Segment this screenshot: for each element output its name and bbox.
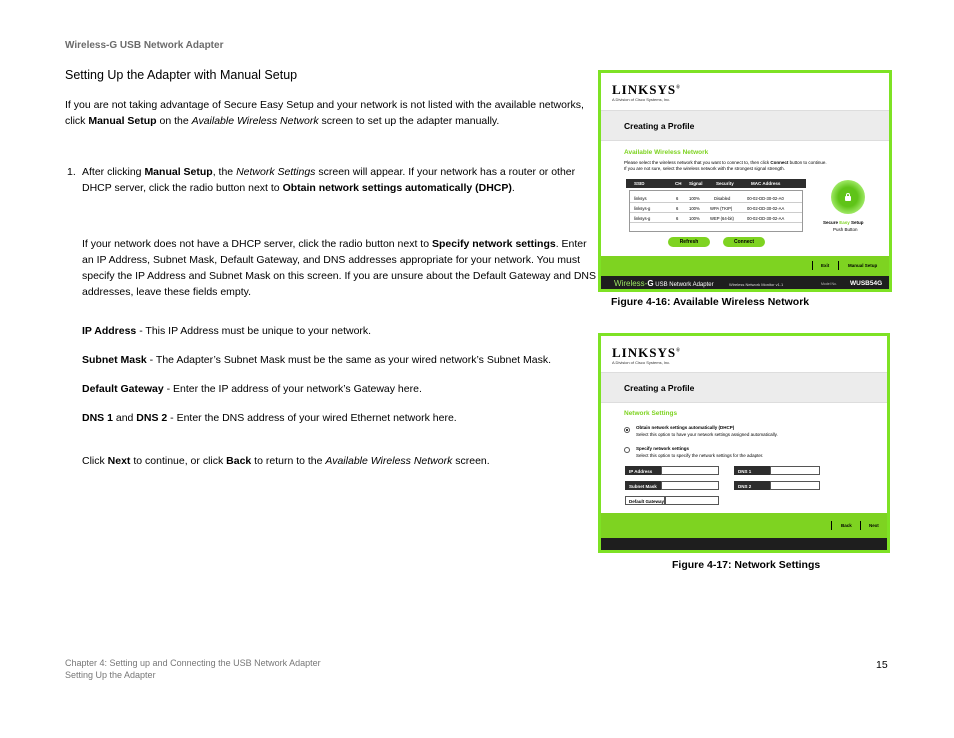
model-label: Model No. xyxy=(821,282,837,286)
linksys-logo: LINKSYS® xyxy=(612,345,681,360)
figure-available-wireless-network xyxy=(598,70,892,292)
profile-title: Creating a Profile xyxy=(624,383,695,393)
profile-header-bar xyxy=(601,110,889,141)
step-1-text: After clicking Manual Setup, the Network Settings screen will appear. If your network has a router or other DHCP server, click the radio button next to Obtain network settings automatically (DHCP). xyxy=(82,166,576,194)
page-footer: Chapter 4: Setting up and Connecting the USB Network Adapter Setting Up the Adapter xyxy=(65,658,321,680)
available-networks-title: Available Wireless Network xyxy=(624,149,709,156)
dns1-label: DNS 1 xyxy=(734,466,770,475)
definition-subnet-mask: Subnet Mask - The Adapter’s Subnet Mask must be the same as your wired network’s Subnet Mask. xyxy=(82,354,552,366)
linksys-logo: LINKSYS® xyxy=(612,82,681,97)
definition-default-gateway: Default Gateway - Enter the IP address of your network’s Gateway here. xyxy=(82,383,422,395)
network-table xyxy=(629,190,803,232)
refresh-button[interactable]: Refresh xyxy=(668,237,710,247)
section-title: Setting Up the Adapter with Manual Setup xyxy=(65,68,298,82)
manual-setup-button[interactable]: Manual Setup xyxy=(848,263,878,268)
nav-bar xyxy=(601,513,887,538)
dns1-input[interactable] xyxy=(770,466,820,475)
figure-4-16-caption: Figure 4-16: Available Wireless Network xyxy=(611,296,810,308)
default-gateway-label: Default Gateway xyxy=(625,496,665,505)
profile-title: Creating a Profile xyxy=(624,121,695,131)
page-number: 15 xyxy=(876,659,888,671)
next-button[interactable]: Next xyxy=(869,523,879,528)
logo-tagline: A Division of Cisco Systems, Inc. xyxy=(612,97,671,102)
ip-address-input[interactable] xyxy=(661,466,719,475)
footer-bar xyxy=(601,538,887,553)
specify-radio[interactable] xyxy=(624,447,630,453)
nav-bar xyxy=(601,256,889,276)
lock-icon xyxy=(845,196,851,201)
ses-label: Secure Easy Setup xyxy=(823,220,864,225)
definition-dns: DNS 1 and DNS 2 - Enter the DNS address of your wired Ethernet network here. xyxy=(82,412,457,424)
table-row[interactable]: linksys-g 6 100% WPA (TKIP) 00-02-DD-30-02-AA xyxy=(630,204,802,213)
secure-easy-setup-button[interactable] xyxy=(831,180,865,214)
network-settings-title: Network Settings xyxy=(624,410,678,417)
monitor-version: Wireless Network Monitor v1.1 xyxy=(729,282,784,287)
ip-address-label: IP Address xyxy=(625,466,661,475)
dns2-input[interactable] xyxy=(770,481,820,490)
network-table-header: SSID CH Signal Security MAC Address xyxy=(626,179,806,188)
back-button[interactable]: Back xyxy=(841,523,852,528)
subnet-mask-input[interactable] xyxy=(661,481,719,490)
step-number: 1. xyxy=(67,166,76,178)
manual-settings-paragraph: If your network does not have a DHCP server, click the radio button next to Specify network settings. Enter an IP Address, Subnet Mask, Default Gateway, and DNS addresses appropriate for your network. You must specify the IP Address and Subnet Mask on this screen. If you are unsure about the Default Gateway and DNS addresses, leave these fields empty. xyxy=(82,238,597,298)
figure-network-settings xyxy=(598,333,890,553)
dhcp-radio[interactable] xyxy=(624,427,630,433)
specify-option-description: Select this option to specify the network settings for the adapter. xyxy=(636,453,764,458)
dhcp-option-title: Obtain network settings automatically (DHCP) xyxy=(636,425,735,430)
push-button-label: Push Button xyxy=(833,227,858,232)
profile-header-bar xyxy=(601,372,887,403)
subnet-mask-label: Subnet Mask xyxy=(625,481,661,490)
figure-4-17-caption: Figure 4-17: Network Settings xyxy=(672,559,821,571)
dns2-label: DNS 2 xyxy=(734,481,770,490)
product-footer-bar xyxy=(601,276,889,292)
definition-ip-address: IP Address - This IP Address must be unique to your network. xyxy=(82,325,372,337)
default-gateway-input[interactable] xyxy=(665,496,719,505)
intro-paragraph: If you are not taking advantage of Secure Easy Setup and your network is not listed with the available networks, click Manual Setup on the Available Wireless Network screen to set up the adapter manually. xyxy=(65,99,584,127)
logo-tagline: A Division of Cisco Systems, Inc. xyxy=(612,360,671,365)
dhcp-option-description: Select this option to have your network settings assigned automatically. xyxy=(636,432,778,437)
connect-button[interactable]: Connect xyxy=(723,237,765,247)
specify-option-title: Specify network settings xyxy=(636,446,690,451)
table-row[interactable]: linksys-g 6 100% WEP (64-bit) 00-02-DD-30-02-AA xyxy=(630,214,802,223)
running-header: Wireless-G USB Network Adapter xyxy=(65,40,224,51)
closing-instruction: Click Next to continue, or click Back to return to the Available Wireless Network screen. xyxy=(82,455,490,467)
exit-button[interactable]: Exit xyxy=(821,263,830,268)
table-row[interactable]: linksys 6 100% Disabled 00-02-DD-30-02-A0 xyxy=(630,194,802,203)
product-brand: Wireless-G USB Network Adapter xyxy=(614,279,714,288)
network-instructions: Please select the wireless network that you want to connect to, then click Connect button to continue. If you are not sure, select the wireless network with the strongest signal strength. xyxy=(624,160,827,171)
model-number: WUSB54G xyxy=(850,280,883,287)
